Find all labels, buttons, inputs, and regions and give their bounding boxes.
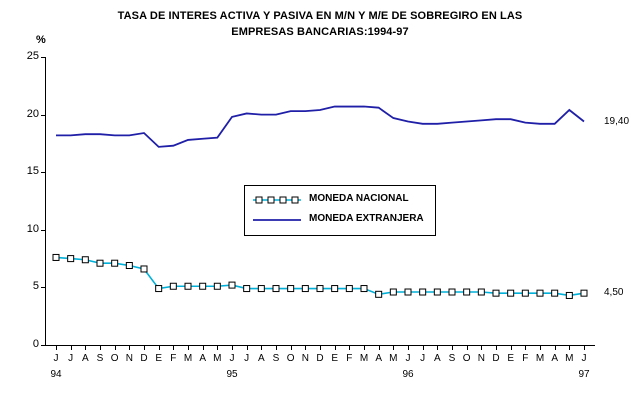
series-marker (508, 290, 514, 296)
x-axis-tick-label: D (492, 353, 500, 364)
y-axis-line (45, 57, 46, 346)
x-axis-tick-mark (247, 346, 248, 350)
series-marker (449, 289, 455, 295)
series-marker (273, 286, 279, 292)
x-axis-year-label: 96 (402, 369, 414, 380)
x-axis-tick-mark (437, 346, 438, 350)
x-axis-tick-label: J (68, 353, 74, 364)
legend-swatch-moneda-nacional (251, 192, 303, 208)
x-axis-tick-mark (173, 346, 174, 350)
series-marker (229, 282, 235, 288)
legend-item-moneda-extranjera (251, 212, 429, 228)
y-axis-tick-mark (41, 172, 45, 173)
series-marker (405, 289, 411, 295)
x-axis-tick-label: E (155, 353, 162, 364)
x-axis-tick-mark (408, 346, 409, 350)
x-axis-tick-label: J (405, 353, 411, 364)
series-end-label: 19,40 (604, 115, 630, 127)
x-axis-tick-label: M (535, 353, 545, 364)
x-axis-tick-mark (467, 346, 468, 350)
x-axis-tick-mark (129, 346, 130, 350)
chart-title (60, 8, 580, 40)
x-axis-tick-mark (217, 346, 218, 350)
series-marker (317, 286, 323, 292)
x-axis-tick-mark (56, 346, 57, 350)
x-axis-year-label: 95 (226, 369, 238, 380)
series-marker (434, 289, 440, 295)
x-axis-tick-mark (540, 346, 541, 350)
x-axis-tick-label: A (433, 353, 441, 364)
x-axis-tick-label: S (96, 353, 104, 364)
series-marker (566, 292, 572, 298)
series-marker (420, 289, 426, 295)
x-axis-tick-mark (496, 346, 497, 350)
series-marker (53, 254, 59, 260)
y-axis-tick-label: 20 (26, 107, 39, 120)
series-marker (390, 289, 396, 295)
series-marker (214, 283, 220, 289)
x-axis-tick-mark (305, 346, 306, 350)
x-axis-tick-mark (525, 346, 526, 350)
x-axis-tick-label: J (244, 353, 250, 364)
x-axis-year-label: 97 (578, 369, 590, 380)
series-marker (185, 283, 191, 289)
x-axis-tick-label: A (257, 353, 265, 364)
y-axis-tick-mark (41, 230, 45, 231)
series-marker (552, 290, 558, 296)
x-axis-tick-mark (144, 346, 145, 350)
series-marker (288, 286, 294, 292)
y-axis-tick-label: 0 (32, 338, 39, 350)
series-marker (170, 283, 176, 289)
x-axis-tick-mark (320, 346, 321, 350)
x-axis-tick-mark (85, 346, 86, 350)
x-axis-tick-mark (232, 346, 233, 350)
y-axis-tick-label: 5 (32, 280, 39, 293)
series-marker (244, 286, 250, 292)
x-axis-tick-label: S (448, 353, 456, 364)
x-axis-tick-mark (335, 346, 336, 350)
legend-swatch-moneda-extranjera (251, 212, 303, 228)
x-axis-tick-mark (291, 346, 292, 350)
chart-title-line-2: EMPRESAS BANCARIAS:1994-97 (231, 26, 409, 38)
y-axis-tick-mark (41, 57, 45, 58)
x-axis-tick-label: S (272, 353, 280, 364)
x-axis-tick-mark (393, 346, 394, 350)
x-axis-tick-mark (203, 346, 204, 350)
series-marker (68, 256, 74, 262)
x-axis-tick-mark (481, 346, 482, 350)
x-axis-tick-label: J (53, 353, 59, 364)
x-axis-tick-label: M (183, 353, 193, 364)
x-axis-tick-label: N (125, 353, 133, 364)
series-marker (581, 290, 587, 296)
x-axis-tick-mark (423, 346, 424, 350)
x-axis-tick-label: E (331, 353, 338, 364)
x-axis-tick-mark (276, 346, 277, 350)
x-axis-tick-label: J (229, 353, 235, 364)
x-axis-tick-label: O (110, 353, 119, 364)
y-axis-unit-label: % (36, 34, 46, 46)
y-axis-tick-mark (41, 345, 45, 346)
x-axis-tick-label: O (286, 353, 295, 364)
x-axis-tick-mark (115, 346, 116, 350)
chart-legend (244, 185, 436, 236)
x-axis-tick-label: A (199, 353, 206, 364)
x-axis-year-label: 94 (50, 369, 62, 380)
legend-label-moneda-extranjera: MONEDA EXTRANJERA (309, 213, 424, 224)
y-axis-tick-mark (41, 287, 45, 288)
x-axis-tick-mark (584, 346, 585, 350)
series-marker (376, 291, 382, 297)
x-axis-tick-mark (188, 346, 189, 350)
x-axis-tick-mark (555, 346, 556, 350)
series-marker (464, 289, 470, 295)
x-axis-tick-label: F (346, 353, 353, 364)
x-axis-tick-mark (364, 346, 365, 350)
series-marker (141, 266, 147, 272)
x-axis-tick-label: A (551, 353, 558, 364)
y-axis-tick-mark (41, 115, 45, 116)
x-axis-tick-label: F (522, 353, 529, 364)
x-axis-tick-mark (379, 346, 380, 350)
x-axis-tick-mark (100, 346, 101, 350)
series-marker (126, 263, 132, 269)
x-axis-tick-label: M (389, 353, 398, 364)
x-axis-tick-mark (452, 346, 453, 350)
y-axis-tick-label: 25 (26, 50, 39, 62)
x-axis-tick-mark (569, 346, 570, 350)
x-axis-tick-label: N (477, 353, 485, 364)
x-axis-tick-mark (71, 346, 72, 350)
x-axis-tick-label: J (420, 353, 426, 364)
series-line (56, 107, 584, 147)
series-marker (332, 286, 338, 292)
series-end-label: 4,50 (604, 287, 624, 299)
series-marker (302, 286, 308, 292)
legend-item-moneda-nacional (251, 192, 429, 208)
series-marker (97, 260, 103, 266)
x-axis-tick-label: O (462, 353, 471, 364)
series-marker (478, 289, 484, 295)
x-axis-tick-mark (261, 346, 262, 350)
series-marker (200, 283, 206, 289)
chart-title-line-1: TASA DE INTERES ACTIVA Y PASIVA EN M/N Y M/E DE SOBREGIRO EN LAS (117, 10, 523, 22)
x-axis-tick-label: F (170, 353, 177, 364)
series-marker (82, 257, 88, 263)
series-marker (522, 290, 528, 296)
series-marker (346, 286, 352, 292)
y-axis-tick-label: 15 (26, 165, 39, 178)
series-marker (537, 290, 543, 296)
x-axis-tick-label: N (301, 353, 309, 364)
series-marker (258, 286, 264, 292)
x-axis-tick-label: M (213, 353, 222, 364)
x-axis-tick-mark (349, 346, 350, 350)
x-axis-tick-mark (511, 346, 512, 350)
x-axis-tick-label: M (359, 353, 369, 364)
y-axis-tick-label: 10 (26, 222, 39, 235)
x-axis-tick-label: D (140, 353, 148, 364)
x-axis-tick-label: A (375, 353, 382, 364)
x-axis-tick-label: A (81, 353, 89, 364)
x-axis-tick-label: M (565, 353, 574, 364)
series-marker (493, 290, 499, 296)
legend-label-moneda-nacional: MONEDA NACIONAL (309, 193, 409, 204)
x-axis-tick-label: D (316, 353, 324, 364)
series-marker (361, 286, 367, 292)
series-marker (112, 260, 118, 266)
x-axis-tick-label: J (581, 353, 587, 364)
series-marker (156, 286, 162, 292)
x-axis-tick-label: E (507, 353, 514, 364)
x-axis-tick-mark (159, 346, 160, 350)
